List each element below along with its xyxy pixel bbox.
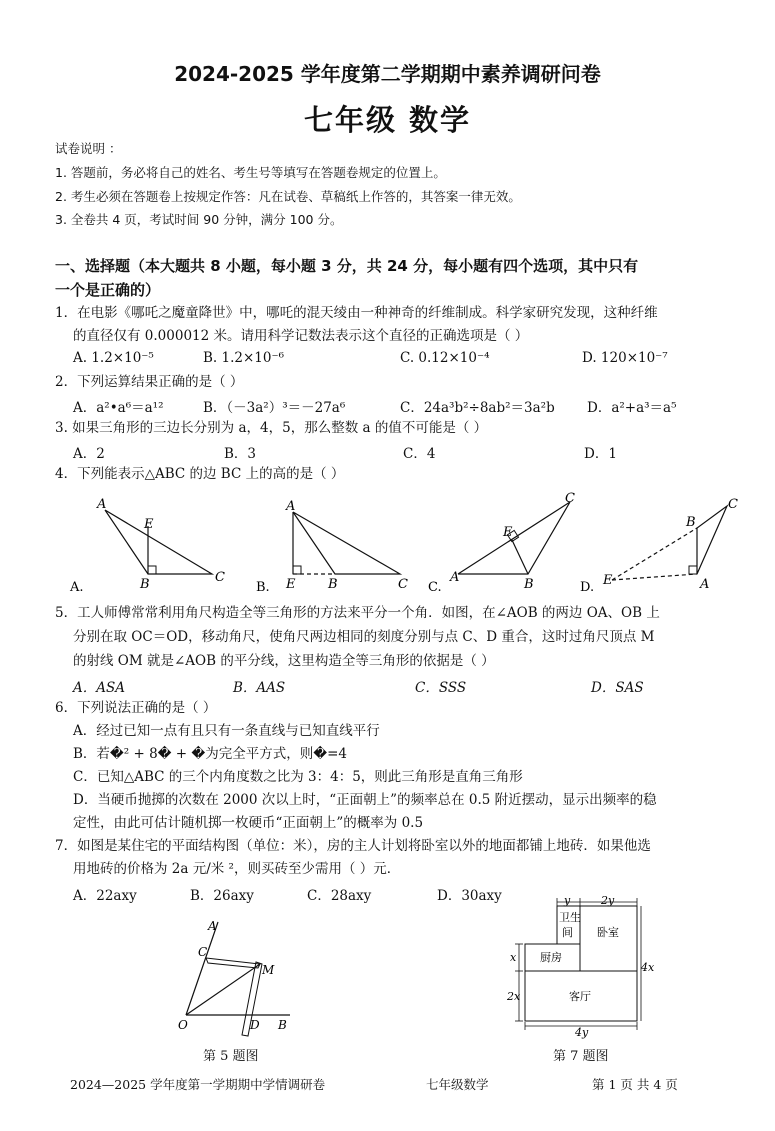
q4c-label-b: B	[524, 577, 534, 592]
footer-exam-name: 2024—2025 学年度第一学期期中学情调研卷	[70, 1077, 326, 1092]
q4d-label-c: C	[728, 497, 738, 512]
fig5-label-c: C	[198, 945, 208, 959]
q6-option-a: A．经过已知一点有且只有一条直线与已知直线平行	[73, 723, 380, 739]
q1-stem: 1．在电影《哪吒之魔童降世》中，哪吒的混天绫由一种神奇的纤维制成。科学家研究发现，这种纤维	[55, 305, 658, 321]
fig7-room-kitchen: 厨房	[540, 951, 562, 964]
q4a-label-b: B	[140, 577, 150, 592]
fig5-label-a: A	[208, 919, 217, 933]
q7-option-d: D．30axy	[437, 888, 502, 904]
q4-figure-b	[256, 499, 408, 595]
q4b-label-a: A	[286, 499, 296, 514]
q4a-label-e: E	[144, 517, 154, 532]
q6-option-d: D．当硬币抛掷的次数在 2000 次以上时，“正面朝上”的频率总在 0.5 附近摆动，显示出频率的稳	[73, 792, 657, 808]
q4-option-a: A.	[70, 580, 84, 595]
subject-title: 七年级 数学	[303, 103, 472, 137]
q7-option-b: B．26axy	[190, 888, 254, 904]
exam-title: 2024-2025 学年度第二学期期中素养调研问卷	[174, 62, 601, 86]
q2-option-d: D．a²+a³＝a⁵	[587, 400, 677, 416]
q4c-label-a: A	[450, 570, 460, 585]
fig7-caption: 第 7 题图	[553, 1049, 609, 1064]
q7-option-c: C．28axy	[307, 888, 372, 904]
q5-stem-cont2: 的射线 OM 就是∠AOB 的平分线，这里构造全等三角形的依据是（ ）	[73, 653, 495, 669]
q5-option-c: C．SSS	[415, 680, 467, 696]
q4c-label-c: C	[565, 491, 575, 506]
fig5-caption: 第 5 题图	[203, 1049, 259, 1064]
fig7-dim-2y: 2y	[601, 894, 615, 907]
fig5-label-d: D	[250, 1018, 260, 1032]
q5-stem-cont: 分别在取 OC＝OD，移动角尺，使角尺两边相同的刻度分别与点 C、D 重合，这时过角尺顶点 M	[73, 629, 655, 645]
q1-option-b: B. 1.2×10⁻⁶	[203, 350, 284, 366]
q4-option-c: C.	[428, 580, 442, 595]
q1-option-c: C. 0.12×10⁻⁴	[400, 350, 490, 366]
q2-stem: 2．下列运算结果正确的是（ ）	[55, 374, 244, 390]
q1-option-a: A. 1.2×10⁻⁵	[73, 350, 154, 366]
fig5-diagram	[168, 912, 298, 1042]
fig7-room-bathroom-cont: 间	[562, 926, 573, 939]
fig7-dim-2x: 2x	[507, 990, 521, 1003]
q2-option-c: C．24a³b²÷8ab²＝3a²b	[400, 400, 555, 416]
q3-option-c: C．4	[403, 446, 436, 462]
fig7-room-bathroom: 卫生	[559, 911, 581, 924]
q4-option-b: B.	[256, 580, 270, 595]
q4a-label-c: C	[215, 570, 225, 585]
q7-option-a: A．22axy	[73, 888, 137, 904]
instruction-item: 2. 考生必须在答题卷上按规定作答：凡在试卷、草稿纸上作答的，其答案一律无效。	[55, 189, 521, 204]
q3-option-a: A．2	[73, 446, 105, 462]
q3-option-d: D．1	[584, 446, 617, 462]
fig5-label-m: M	[262, 963, 275, 977]
fig7-floorplan	[505, 890, 655, 1040]
instruction-item: 3. 全卷共 4 页，考试时间 90 分钟，满分 100 分。	[55, 212, 343, 227]
fig7-room-bedroom: 卧室	[597, 926, 619, 939]
q6-option-d-cont: 定性，由此可估计随机掷一枚硬币“正面朝上”的概率为 0.5	[73, 815, 424, 831]
q1-stem-cont: 的直径仅有 0.000012 米。请用科学记数法表示这个直径的正确选项是（ ）	[73, 328, 529, 344]
q2-option-a: A．a²•a⁶＝a¹²	[73, 400, 164, 416]
q6-stem: 6．下列说法正确的是（ ）	[55, 700, 217, 716]
instruction-item: 1. 答题前，务必将自己的姓名、考生号等填写在答题卷规定的位置上。	[55, 165, 446, 180]
section-heading: 一、选择题（本大题共 8 小题，每小题 3 分，共 24 分，每小题有四个选项，其中只有	[55, 257, 639, 275]
fig7-dim-4y: 4y	[575, 1026, 589, 1039]
fig5-label-o: O	[178, 1018, 188, 1032]
q4-stem: 4．下列能表示△ABC 的边 BC 上的高的是（ ）	[55, 466, 345, 482]
q5-stem: 5．工人师傅常常利用角尺构造全等三角形的方法来平分一个角．如图，在∠AOB 的两边 OA、OB 上	[55, 605, 660, 621]
q4c-label-e: E	[503, 525, 513, 540]
footer-subject: 七年级数学	[426, 1077, 489, 1092]
q6-option-b: B．若�² + 8� + �为完全平方式，则�=4	[73, 746, 347, 762]
q4b-label-c: C	[398, 577, 408, 592]
q4a-label-a: A	[97, 497, 107, 512]
q4b-label-e: E	[286, 577, 296, 592]
footer-page-number: 第 1 页 共 4 页	[592, 1077, 678, 1092]
q5-option-b: B．AAS	[233, 680, 286, 696]
q1-option-d: D. 120×10⁻⁷	[582, 350, 668, 366]
q4d-label-e: E	[603, 573, 613, 588]
q4-figure-d	[580, 497, 738, 595]
q3-stem: 3. 如果三角形的三边长分别为 a，4，5，那么整数 a 的值不可能是（ ）	[55, 420, 488, 436]
q4-figures	[60, 488, 750, 598]
fig7-dim-4x: 4x	[641, 961, 655, 974]
instructions-label: 试卷说明 ：	[55, 141, 122, 156]
q7-stem: 7．如图是某住宅的平面结构图（单位：米），房的主人计划将卧室以外的地面都铺上地砖．如果他选	[55, 838, 651, 854]
section-heading-cont: 一个是正确的）	[55, 281, 161, 299]
q6-option-c: C．已知△ABC 的三个内角度数之比为 3：4：5，则此三角形是直角三角形	[73, 769, 523, 785]
q4-option-d: D.	[580, 580, 595, 595]
q7-stem-cont: 用地砖的价格为 2a 元/米 ²，则买砖至少需用（ ）元．	[73, 861, 401, 877]
q2-option-b: B．（－3a²）³＝－27a⁶	[203, 400, 346, 416]
q5-option-d: D．SAS	[591, 680, 644, 696]
q4-figure-c	[428, 491, 575, 595]
q3-option-b: B．3	[224, 446, 257, 462]
fig5-label-b: B	[278, 1018, 287, 1032]
q4d-label-b: B	[686, 515, 696, 530]
fig7-dim-x: x	[510, 951, 517, 964]
q4b-label-b: B	[328, 577, 338, 592]
q4d-label-a: A	[700, 577, 710, 592]
fig7-dim-y: y	[564, 894, 571, 907]
fig7-room-living: 客厅	[569, 990, 591, 1003]
q5-option-a: A．ASA	[73, 680, 125, 696]
q4-figure-a	[69, 497, 225, 595]
